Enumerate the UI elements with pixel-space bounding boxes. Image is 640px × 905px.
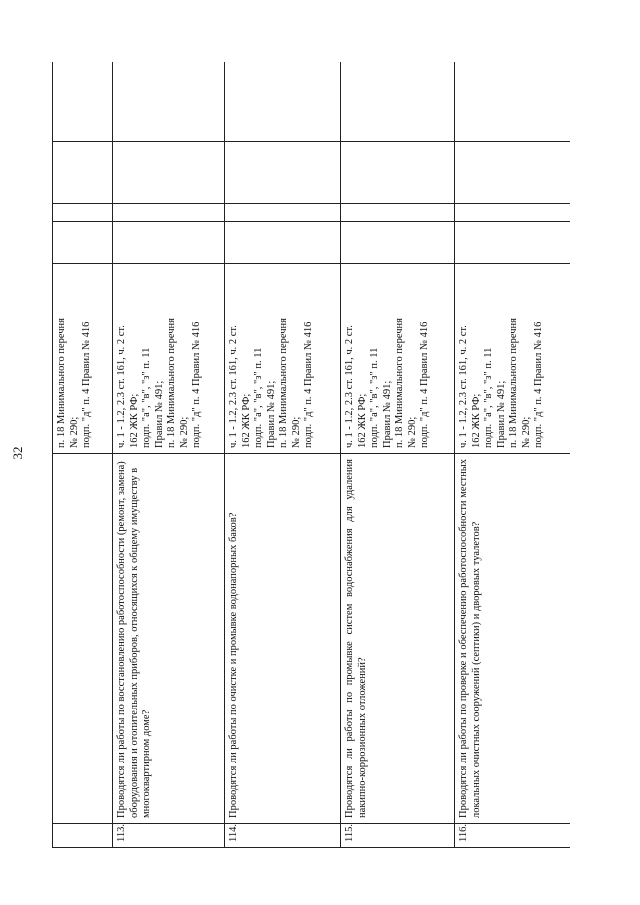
empty-cell [53, 142, 113, 204]
ref-line: № 290; [406, 416, 418, 448]
empty-cell [113, 222, 225, 264]
ref-line: № 290; [178, 416, 190, 448]
empty-cell [455, 222, 571, 264]
ref-line: ч. 1 - 1.2, 2.3 ст. 161, ч. 2 ст. [458, 325, 469, 448]
question-cell [53, 454, 113, 824]
ref-line: подп. "а", "в", "з" п. 11 [369, 347, 380, 448]
ref-cell [225, 264, 341, 454]
ref-cell [113, 264, 225, 454]
empty-cell [225, 222, 341, 264]
num-cell: 116. [455, 824, 571, 848]
ref-cell [53, 264, 113, 454]
ref-line: подп. "а", "в", "з" п. 11 [141, 347, 152, 448]
ref-line: 162 ЖК РФ; [470, 393, 482, 448]
ref-cell [455, 264, 571, 454]
empty-cell [225, 62, 341, 142]
ref-line: п. 18 Минимального перечня [508, 318, 519, 448]
ref-line: подп. "д" п. 4 Правил № 416 [303, 321, 314, 448]
empty-cell [341, 62, 455, 142]
empty-cell [455, 204, 571, 222]
ref-line: Правил № 491; [153, 380, 165, 448]
ref-line: подп. "а", "в", "з" п. 11 [483, 347, 494, 448]
num-cell: 114. [225, 824, 341, 848]
ref-line: п. 18 Минимального перечня [394, 318, 405, 448]
ref-line: 162 ЖК РФ; [356, 393, 368, 448]
ref-line: ч. 1 - 1.2, 2.3 ст. 161, ч. 2 ст. [116, 325, 127, 448]
empty-cell [113, 142, 225, 204]
empty-cell [113, 62, 225, 142]
ref-line: ч. 1 - 1.2, 2.3 ст. 161, ч. 2 ст. [344, 325, 355, 448]
ref-line: Правил № 491; [381, 380, 393, 448]
ref-line: Правил № 491; [265, 380, 277, 448]
ref-line: подп. "д" п. 4 Правил № 416 [533, 321, 544, 448]
empty-cell [53, 62, 113, 142]
table-row [225, 62, 341, 848]
ref-line: Правил № 491; [495, 380, 507, 448]
empty-cell [113, 204, 225, 222]
table-row [113, 62, 225, 848]
ref-line: ч. 1 - 1.2, 2.3 ст. 161, ч. 2 ст. [228, 325, 239, 448]
question-cell: Проводятся ли работы по промывке систем водоснабжения для удаления накипно-коррозионных отложений? [341, 454, 455, 824]
ref-line: подп. "а", "в", "з" п. 11 [253, 347, 264, 448]
empty-cell [341, 204, 455, 222]
table-row [341, 62, 455, 848]
empty-cell [225, 204, 341, 222]
question-cell: Проводятся ли работы по очистке и промывке водонапорных баков? [225, 454, 341, 824]
checklist-table [52, 62, 570, 848]
num-cell: 113. [113, 824, 225, 848]
empty-cell [225, 142, 341, 204]
ref-line: подп. "д" п. 4 Правил № 416 [419, 321, 430, 448]
num-cell [53, 824, 113, 848]
rotated-table-wrapper [52, 62, 570, 848]
table-row [455, 62, 571, 848]
ref-line: 162 ЖК РФ; [240, 393, 252, 448]
ref-line: подп. "д" п. 4 Правил № 416 [191, 321, 202, 448]
empty-cell [455, 62, 571, 142]
question-cell: Проводятся ли работы по восстановлению работоспособности (ремонт, замена) оборудования и отопительных приборов, относящихся к общему имуществу в многоквартирном доме? [113, 454, 225, 824]
document-table-area [52, 62, 570, 848]
empty-cell [341, 222, 455, 264]
empty-cell [53, 204, 113, 222]
table-row [53, 62, 113, 848]
ref-line: подп. "д" п. 4 Правил № 416 [81, 321, 92, 448]
ref-line: п. 18 Минимального перечня [56, 318, 67, 448]
ref-line: 162 ЖК РФ; [128, 393, 140, 448]
ref-line: № 290; [290, 416, 302, 448]
num-cell: 115. [341, 824, 455, 848]
ref-line: п. 18 Минимального перечня [166, 318, 177, 448]
empty-cell [53, 222, 113, 264]
ref-line: п. 18 Минимального перечня [278, 318, 289, 448]
page-number: 32 [10, 446, 25, 460]
empty-cell [455, 142, 571, 204]
ref-line: № 290; [520, 416, 532, 448]
question-cell: Проводятся ли работы по проверке и обеспечению работоспособности местных локальных очистных сооружений (септики) и дворовых туалетов? [455, 454, 571, 824]
ref-line: № 290; [68, 416, 80, 448]
ref-cell [341, 264, 455, 454]
empty-cell [341, 142, 455, 204]
